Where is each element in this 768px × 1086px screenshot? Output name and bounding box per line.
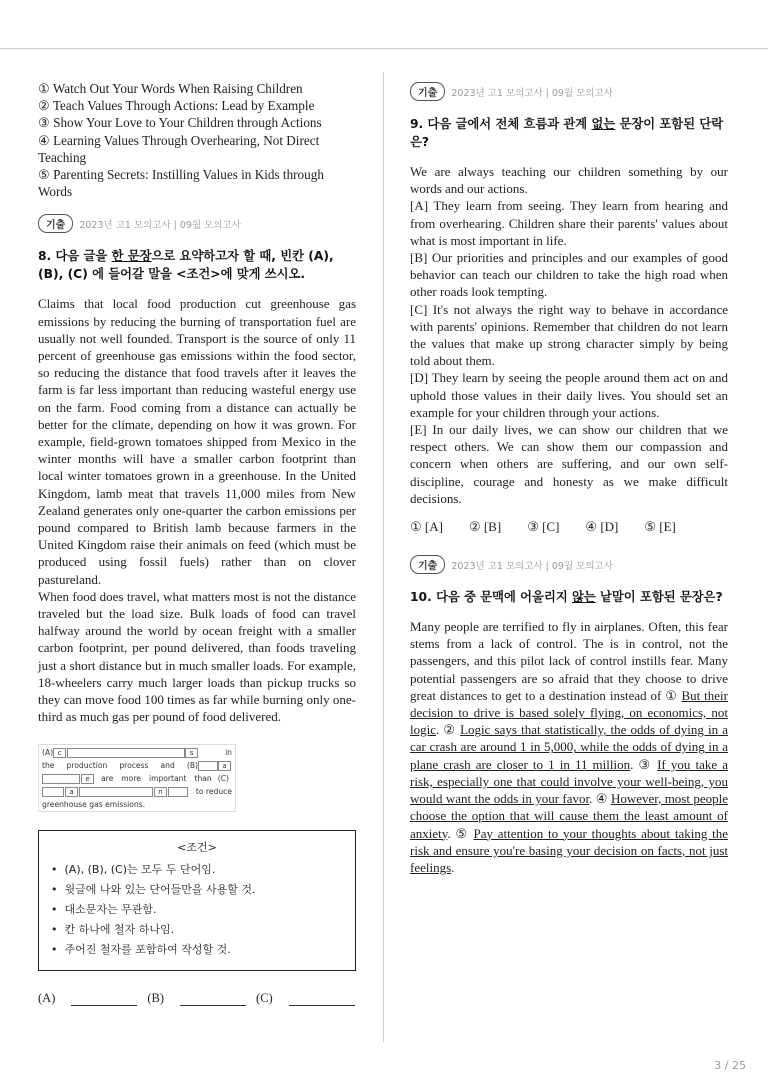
option-2: ② Teach Values Through Actions: Lead by Example — [38, 98, 315, 114]
q8-title: 8. 다음 글을 한 문장으로 요약하고자 할 때, 빈칸 (A), (B), (C) 에 들어갈 말을 <조건>에 맞게 쓰시오. — [38, 249, 334, 282]
option-1: ① Watch Out Your Words When Raising Children — [38, 81, 303, 96]
q9-title: 9. 다음 글에서 전체 흐름과 관계 없는 문장이 포함된 단락은? — [410, 117, 724, 149]
q9-intro: We are always teaching our children something by our words and our actions. — [410, 164, 728, 197]
q8-tag-row — [38, 214, 356, 233]
q8-passage — [38, 295, 356, 725]
choice-2[interactable]: ② [B] — [468, 519, 502, 535]
answer-label-c: (C) — [256, 990, 273, 1005]
q10-passage: Many people are terrified to fly in airplanes. Often, this fear stems from a lack of control. The is in control, not the passengers, and this pilot lack of control instills fear. Many potential passengers are so afraid that they choose to drive great distances to get to a destination instead of ① But their decision to drive is based solely flying, on economics, not logic. ② Logic says that statistically, the odds of dying in a car crash are around 1 in 5,000, while the odds of dying in a plane crash are closer to 1 in 11 million. ③ If you take a risk, especially one that could involve your well-being, you would want the odds in your favor. ④ However, most people choose the option that will cause them the least amount of anxiety. ⑤ Pay attention to your thoughts about taking the risk and ensure you're basing your decision on facts, not just feelings. — [410, 619, 729, 875]
q10-tag-row — [410, 555, 728, 574]
answer-blank-b[interactable] — [180, 994, 246, 1006]
underlined-sentence-1: But their decision to drive is based solely flying, on economics, not logic — [410, 687, 728, 738]
past-exam-badge: 기출 — [38, 214, 73, 233]
q9-tag-row — [410, 82, 728, 101]
q9-passage — [410, 163, 728, 507]
q7-options — [38, 80, 356, 200]
condition-5: • 주어진 철자를 포함하여 작성할 것. — [51, 940, 343, 960]
underlined-sentence-2: Logic says that statistically, the odds of dying in a car crash are around 1 in 5,000, while the odds of dying in a plane crash are closer to 1 in 11 million — [410, 722, 728, 772]
answer-blanks — [38, 991, 356, 1006]
choice-1[interactable]: ① [A] — [410, 519, 443, 535]
condition-3: • 대소문자는 무관함. — [51, 900, 343, 920]
option-3: ③ Show Your Love to Your Children through Actions — [38, 115, 322, 131]
q9-choices — [410, 519, 728, 535]
answer-label-b: (B) — [147, 990, 165, 1005]
q8-paragraph-1: Claims that local food production cut greenhouse gas emissions by reducing the burning of transportation fuel are usually not well founded. Transport is the source of only 11 percent of greenhouse gas emissions within the food sector, so reducing the distance that food travels after it leaves the farm is far less important than reducing wasteful energy use on the farm. Food coming from a distance can actually be better for the climate, depending on how it was grown. For example, field-grown tomatoes shipped from Mexico in the winter months will have a smaller carbon footprint than local winter tomatoes grown in a greenhouse. In the United Kingdom, lamb meat that travels 11,000 miles from New Zealand generates only one-quarter the carbon emissions per pound compared to British lamb because farmers in the United Kingdom raise their animals on feed (which must be produced using fossil fuels) rather than on clover pastureland. — [38, 296, 356, 587]
choice-4[interactable]: ④ [D] — [585, 519, 619, 535]
past-exam-badge: 기출 — [410, 82, 445, 101]
column-divider — [383, 72, 384, 1042]
conditions-title: <조건> — [177, 840, 217, 854]
condition-2: • 윗글에 나와 있는 단어들만을 사용할 것. — [51, 880, 343, 900]
exam-info: 2023년 고1 모의고사 | 09월 모의고사 — [451, 87, 613, 99]
right-column — [410, 80, 728, 876]
exam-info: 2023년 고1 모의고사 | 09월 모의고사 — [451, 560, 613, 572]
q9-paragraph-a: [A] They learn from seeing. They learn from hearing and from overhearing. Children share their parents' values about what is most important in life. — [410, 198, 728, 248]
q8-paragraph-2: When food does travel, what matters most is not the distance traveled but the load size. Bulk loads of food can travel halfway around the world by ocean freight with a smaller carbon footprint, per pound delivered, than foods traveling just a short distance but in much smaller loads. For example, 18-wheelers carry much larger loads than pickup trucks so they can move food 100 times as far while burning only one-third as much gas per pound of food delivered. — [38, 588, 356, 725]
left-column — [38, 80, 356, 1006]
underlined-sentence-5: Pay attention to your thoughts about taking the risk and ensure you're basing your decision on facts, not just feelings — [410, 825, 729, 875]
option-5: ⑤ Parenting Secrets: Instilling Values in Kids through Words — [38, 167, 324, 200]
past-exam-badge: 기출 — [410, 555, 445, 574]
q9-paragraph-e: [E] In our daily lives, we can show our children that we respect others. We can show them our compassion and concern when others are suffering, and our own self-discipline, courage and honesty as we make difficult decisions. — [410, 422, 728, 506]
exam-info: 2023년 고1 모의고사 | 09월 모의고사 — [79, 219, 241, 231]
choice-3[interactable]: ③ [C] — [527, 519, 560, 535]
answer-blank-c[interactable] — [289, 994, 355, 1006]
header-rule — [0, 48, 768, 49]
underlined-sentence-4: However, most people choose the option that will cause them the least amount of anxiety — [410, 791, 729, 841]
condition-4: • 칸 하나에 철자 하나임. — [51, 920, 343, 940]
answer-blank-a[interactable] — [71, 994, 137, 1006]
q9-paragraph-c: [C] It's not always the right way to behave in accordance with parents' opinions. Remember that children do not learn the values that make up strong character simply by being told about them. — [410, 301, 728, 369]
q9-paragraph-b: [B] Our priorities and principles and our examples of good behavior can teach our children to take the high road when other roads look tempting. — [410, 250, 728, 300]
choice-5[interactable]: ⑤ [E] — [644, 519, 676, 535]
summary-box: (A) c s in the production process and (B) a e are more important than (C) a n to reduce greenhouse gas emissions. — [38, 744, 236, 812]
condition-1: • (A), (B), (C)는 모두 두 단어임. — [51, 860, 343, 880]
q10-title: 10. 다음 중 문맥에 어울리지 않는 낱말이 포함된 문장은? — [410, 590, 723, 605]
answer-label-a: (A) — [38, 990, 56, 1005]
underlined-sentence-3: If you take a risk, especially one that could involve your well-being, you would want the odds in your favor — [410, 756, 728, 807]
page-number: 3 / 25 — [714, 1059, 746, 1072]
option-4: ④ Learning Values Through Overhearing, Not Direct Teaching — [38, 132, 320, 165]
q9-paragraph-d: [D] They learn by seeing the people around them act on and uphold those values in their daily lives. You should set an example for your children through your actions. — [410, 370, 728, 420]
conditions-box — [38, 830, 356, 971]
